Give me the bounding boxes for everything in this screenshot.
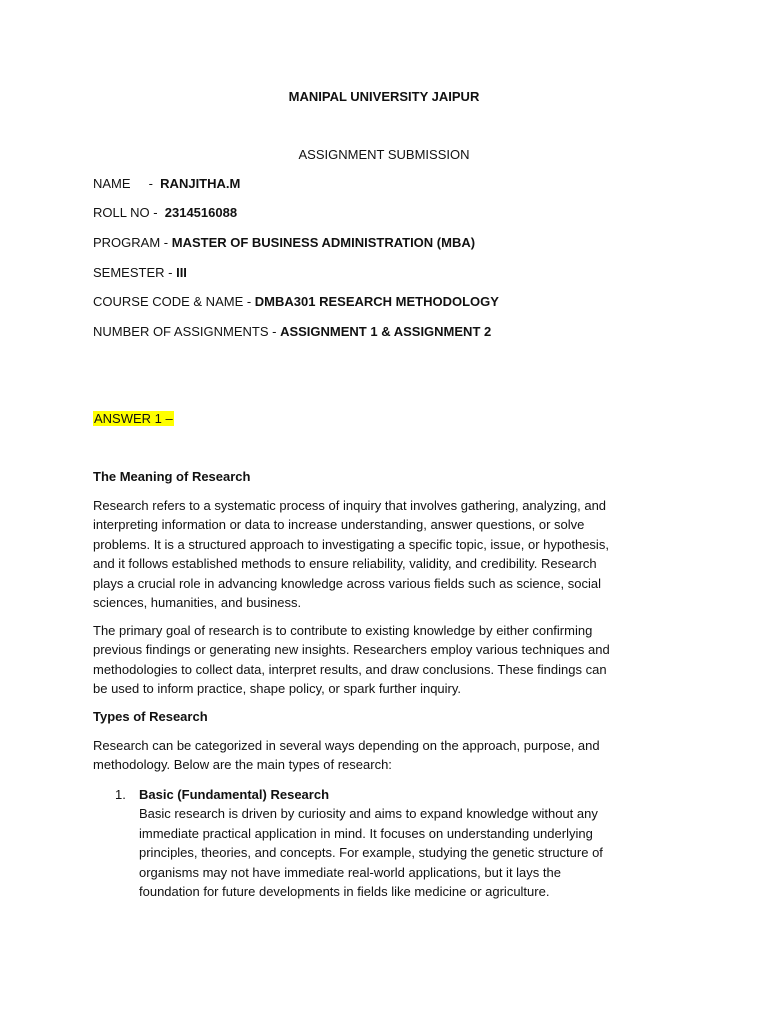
list-body	[139, 785, 669, 901]
paragraph-line: be used to inform practice, shape policy, or spark further inquiry.	[93, 681, 462, 697]
roll-row	[93, 203, 237, 222]
roll-label: ROLL NO -	[93, 205, 165, 220]
program-label: PROGRAM -	[93, 235, 172, 250]
list-item-line: principles, theories, and concepts. For example, studying the genetic structure of	[139, 845, 603, 861]
heading-types: Types of Research	[93, 709, 208, 724]
assignments-label: NUMBER OF ASSIGNMENTS -	[93, 324, 281, 339]
paragraph-line: problems. It is a structured approach to investigating a specific topic, issue, or hypothesis,	[93, 536, 609, 552]
name-row	[93, 174, 240, 193]
paragraph-line: interpreting information or data to increase understanding, answer questions, or solve	[93, 517, 585, 533]
list-number: 1.	[115, 787, 126, 802]
list-item-line: organisms may not have immediate real-world applications, but it lays the	[139, 864, 561, 880]
list-item-line: Basic research is driven by curiosity and aims to expand knowledge without any	[139, 806, 598, 822]
semester-row	[93, 263, 187, 282]
name-label: NAME -	[93, 176, 161, 191]
paragraph-types-intro	[93, 736, 668, 775]
answer-highlight: ANSWER 1 –	[94, 411, 173, 426]
paragraph-goal	[93, 621, 668, 699]
program-value: MASTER OF BUSINESS ADMINISTRATION (MBA)	[171, 235, 476, 250]
submission-title: ASSIGNMENT SUBMISSION	[298, 147, 470, 162]
paragraph-line: and it follows established methods to ensure reliability, validity, and credibility. Research	[93, 556, 597, 572]
list-item-title: Basic (Fundamental) Research	[139, 787, 330, 802]
course-label: COURSE CODE & NAME -	[93, 294, 255, 309]
paragraph-line: methodology. Below are the main types of research:	[93, 757, 392, 773]
paragraph-line: sciences, humanities, and business.	[93, 595, 302, 611]
paragraph-meaning	[93, 496, 668, 612]
semester-label: SEMESTER -	[93, 265, 177, 280]
list-item-line: foundation for future developments in fields like medicine or agriculture.	[139, 884, 550, 900]
paragraph-line: Research refers to a systematic process of inquiry that involves gathering, analyzing, and	[93, 498, 607, 513]
answer-label	[93, 409, 174, 428]
heading-meaning: The Meaning of Research	[93, 469, 251, 484]
roll-value: 2314516088	[164, 205, 238, 220]
paragraph-line: previous findings or generating new insights. Researchers employ various techniques and	[93, 642, 610, 658]
university-title: MANIPAL UNIVERSITY JAIPUR	[288, 89, 480, 104]
list-item-line: immediate practical application in mind. It focuses on understanding underlying	[139, 825, 593, 841]
semester-value: III	[176, 265, 187, 280]
program-row	[93, 233, 475, 252]
paragraph-line: plays a crucial role in advancing knowledge across various fields such as science, social	[93, 575, 601, 591]
paragraph-line: methodologies to collect data, interpret results, and draw conclusions. These findings can	[93, 661, 607, 677]
assignments-value: ASSIGNMENT 1 & ASSIGNMENT 2	[280, 324, 492, 339]
course-row	[93, 292, 499, 311]
name-value: RANJITHA.M	[160, 176, 241, 191]
assignments-row	[93, 322, 491, 341]
paragraph-line: Research can be categorized in several ways depending on the approach, purpose, and	[93, 738, 600, 753]
paragraph-line: The primary goal of research is to contribute to existing knowledge by either confirming	[93, 623, 593, 638]
course-value: DMBA301 RESEARCH METHODOLOGY	[254, 294, 499, 309]
